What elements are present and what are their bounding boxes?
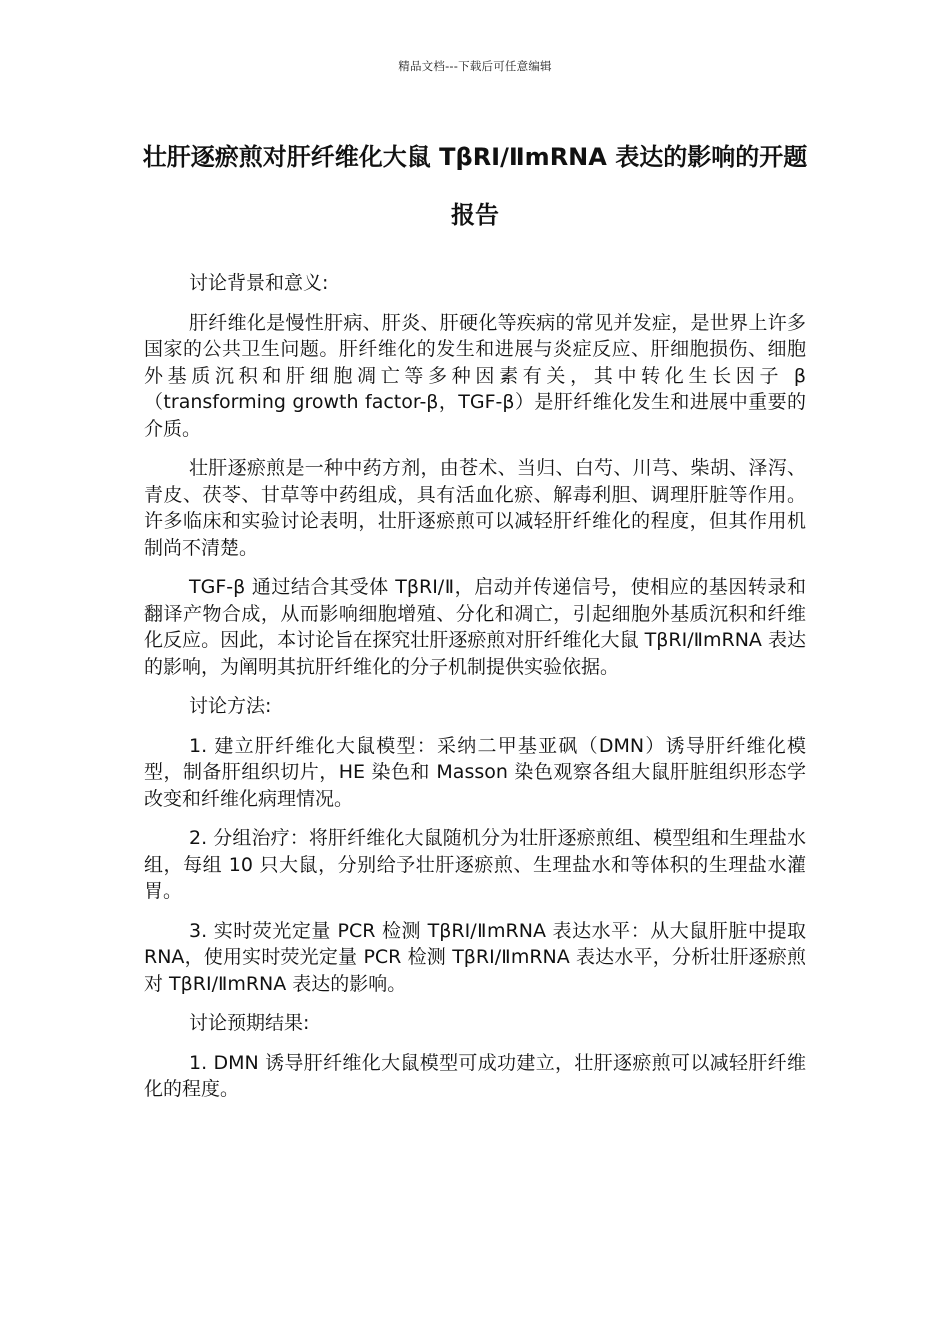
results-heading: 讨论预期结果: [189,1012,310,1034]
header-note: 精品文档---下载后可任意编辑 [398,59,552,73]
document-body [144,270,806,1116]
results-item-1: 1. DMN 诱导肝纤维化大鼠模型可成功建立，壮肝逐瘀煎可以减轻肝纤维化的程度。 [144,1051,806,1100]
methods-item-2: 2. 分组治疗：将肝纤维化大鼠随机分为壮肝逐瘀煎组、模型组和生理盐水组，每组 10 只大鼠，分别给予壮肝逐瘀煎、生理盐水和等体积的生理盐水灌胃。 [144,827,806,902]
document-title: 壮肝逐瘀煎对肝纤维化大鼠 TβRⅠ/ⅡmRNA 表达的影响的开题报告 [142,143,808,229]
background-heading: 讨论背景和意义: [189,272,329,294]
background-paragraph-1: 肝纤维化是慢性肝病、肝炎、肝硬化等疾病的常见并发症，是世界上许多国家的公共卫生问题。肝纤维化的发生和进展与炎症反应、肝细胞损伤、细胞外基质沉积和肝细胞凋亡等多种因素有关，其中转化生长因子 β（transforming growth factor-β，TGF-β）是肝纤维化发生和进展中重要的介质。 [144,311,806,440]
methods-item-3: 3. 实时荧光定量 PCR 检测 TβRI/ⅡmRNA 表达水平：从大鼠肝脏中提取 RNA，使用实时荧光定量 PCR 检测 TβRI/ⅡmRNA 表达水平，分析壮肝逐瘀煎对 TβRI/ⅡmRNA 表达的影响。 [144,919,806,995]
background-paragraph-3: TGF-β 通过结合其受体 TβRI/Ⅱ，启动并传递信号，使相应的基因转录和翻译产物合成，从而影响细胞增殖、分化和凋亡，引起细胞外基质沉积和纤维化反应。因此，本讨论旨在探究壮肝逐瘀煎对肝纤维化大鼠 TβRI/ⅡmRNA 表达的影响，为阐明其抗肝纤维化的分子机制提供实验依据。 [144,576,806,678]
methods-item-1: 1. 建立肝纤维化大鼠模型：采纳二甲基亚砜（DMN）诱导肝纤维化模型，制备肝组织切片，HE 染色和 Masson 染色观察各组大鼠肝脏组织形态学改变和纤维化病理情况。 [144,734,806,810]
background-paragraph-2: 壮肝逐瘀煎是一种中药方剂，由苍术、当归、白芍、川芎、柴胡、泽泻、青皮、茯苓、甘草等中药组成，具有活血化瘀、解毒利胆、调理肝脏等作用。许多临床和实验讨论表明，壮肝逐瘀煎可以减轻肝纤维化的程度，但其作用机制尚不清楚。 [144,457,806,559]
methods-heading: 讨论方法: [189,695,272,717]
